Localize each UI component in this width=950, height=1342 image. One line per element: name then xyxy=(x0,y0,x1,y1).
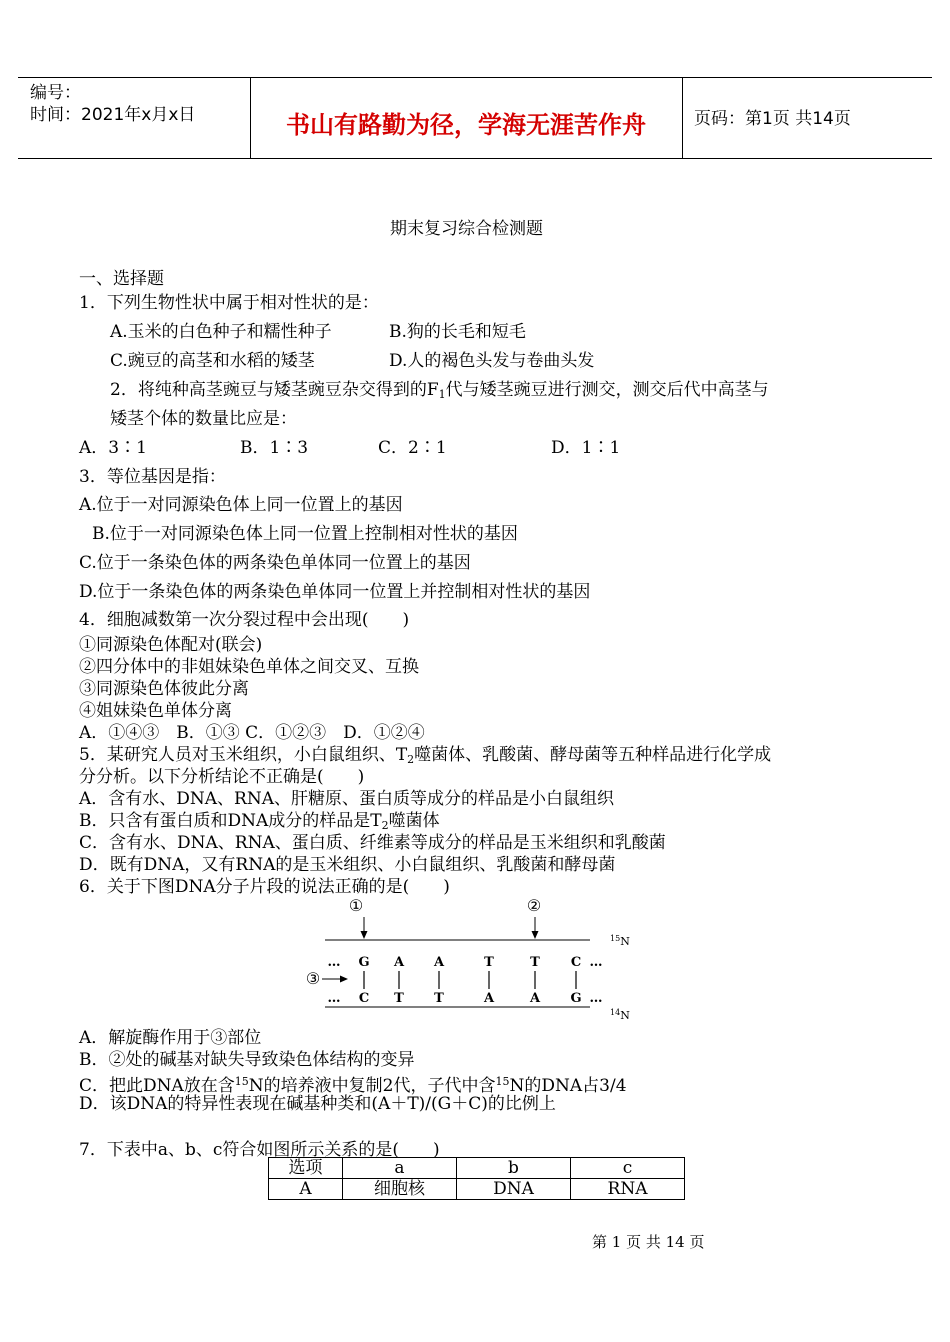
q5-line2: 分分析。以下分析结论不正确是( ) xyxy=(79,767,365,787)
serial-label: 编号： xyxy=(30,83,81,103)
bottom-base: G xyxy=(570,991,582,1006)
q3-option-a: A.位于一对同源染色体上同一位置上的基因 xyxy=(79,495,403,515)
q3-option-b: B.位于一对同源染色体上同一位置上控制相对性状的基因 xyxy=(92,524,518,544)
header-center-cell xyxy=(250,78,683,158)
top-base: C xyxy=(570,955,582,970)
q4-item-1: ①同源染色体配对(联会) xyxy=(79,635,263,655)
q3-option-d: D.位于一条染色体的两条染色单体同一位置上并控制相对性状的基因 xyxy=(79,582,591,602)
bottom-base: C xyxy=(358,991,370,1006)
q4-options: A．①④③ B．①③ C．①②③ D．①②④ xyxy=(79,723,425,743)
page-info: 页码：第1页 共14页 xyxy=(694,109,851,129)
q6-option-b: B．②处的碱基对缺失导致染色体结构的变异 xyxy=(79,1050,415,1070)
bottom-base: T xyxy=(434,991,444,1006)
q6-option-a: A．解旋酶作用于③部位 xyxy=(79,1028,262,1048)
doc-title: 期末复习综合检测题 xyxy=(390,219,543,239)
table-header-cell: c xyxy=(571,1158,685,1179)
q4-item-3: ③同源染色体彼此分离 xyxy=(79,679,249,699)
q6-stem: 6．关于下图DNA分子片段的说法正确的是( ) xyxy=(79,877,450,897)
bottom-base: … xyxy=(327,991,341,1006)
bottom-base: … xyxy=(589,991,603,1006)
q5-option-d: D．既有DNA，又有RNA的是玉米组织、小白鼠组织、乳酸菌和酵母菌 xyxy=(79,855,616,875)
table-cell: A xyxy=(269,1179,343,1200)
svg-text:15N: $^{15}$N xyxy=(610,934,630,948)
bottom-base: A xyxy=(483,991,495,1006)
marker-1: ① xyxy=(348,896,364,915)
top-base: … xyxy=(327,955,341,970)
q1-option-a: A.玉米的白色种子和糯性种子 xyxy=(110,322,332,342)
header-right-cell xyxy=(682,78,932,158)
table-cell: DNA xyxy=(457,1179,571,1200)
top-base: T xyxy=(484,955,494,970)
top-base: A xyxy=(433,955,445,970)
header-left-cell xyxy=(18,78,251,158)
page-header xyxy=(18,77,932,159)
svg-text:14N: $^{14}$N xyxy=(610,1008,630,1022)
table-header-cell: 选项 xyxy=(269,1158,343,1179)
bottom-base: T xyxy=(394,991,404,1006)
q1-option-d: D.人的褐色头发与卷曲头发 xyxy=(389,351,595,371)
q1-stem: 1．下列生物性状中属于相对性状的是： xyxy=(79,293,379,313)
marker-2: ② xyxy=(526,896,542,915)
top-base: G xyxy=(358,955,370,970)
time-label: 时间：2021年x月x日 xyxy=(30,105,196,125)
bottom-strand-bases xyxy=(328,991,603,1006)
q4-item-2: ②四分体中的非姐妹染色单体之间交叉、互换 xyxy=(79,657,419,677)
bottom-base: A xyxy=(529,991,541,1006)
table-row xyxy=(269,1179,685,1200)
q3-stem: 3．等位基因是指： xyxy=(79,467,226,487)
table-header-row xyxy=(269,1158,685,1179)
q1-option-b: B.狗的长毛和短毛 xyxy=(389,322,526,342)
table-header-cell: a xyxy=(343,1158,457,1179)
q2-line2: 矮茎个体的数量比应是： xyxy=(110,409,297,429)
q2-option-a: A．3∶1 xyxy=(79,438,147,458)
arrow-2-icon xyxy=(532,931,539,939)
q2-option-d: D．1∶1 xyxy=(551,438,621,458)
top-base: … xyxy=(589,955,603,970)
q4-stem: 4．细胞减数第一次分裂过程中会出现( ) xyxy=(79,610,410,630)
section-heading: 一、选择题 xyxy=(79,269,164,289)
table-cell: 细胞核 xyxy=(343,1179,457,1200)
q5-option-a: A．含有水、DNA、RNA、肝糖原、蛋白质等成分的样品是小白鼠组织 xyxy=(79,789,615,809)
q6-option-d: D．该DNA的特异性表现在碱基种类和(A＋T)/(G＋C)的比例上 xyxy=(79,1094,556,1114)
page-footer: 第 1 页 共 14 页 xyxy=(592,1233,705,1251)
q7-table xyxy=(268,1157,685,1200)
arrow-1-icon xyxy=(361,931,368,939)
top-base: A xyxy=(393,955,405,970)
base-pair-bonds xyxy=(364,971,576,989)
q3-option-c: C.位于一条染色体的两条染色单体同一位置上的基因 xyxy=(79,553,471,573)
q4-item-4: ④姐妹染色单体分离 xyxy=(79,701,232,721)
q2-option-c: C．2∶1 xyxy=(378,438,447,458)
motto: 书山有路勤为径，学海无涯苦作舟 xyxy=(286,111,646,139)
q2-line1: 2．将纯种高茎豌豆与矮茎豌豆杂交得到的$F_1$代与矮茎豌豆进行测交，测交后代中高茎与 xyxy=(110,380,769,401)
dna-fragment-diagram xyxy=(300,893,640,1023)
top-base: T xyxy=(530,955,540,970)
q7-stem: 7．下表中a、b、c符合如图所示关系的是( ) xyxy=(79,1140,440,1160)
q5-option-b: B．只含有蛋白质和DNA成分的样品是$T_2$噬菌体 xyxy=(79,811,440,832)
top-strand-bases xyxy=(328,955,603,970)
q2-option-b: B．1∶3 xyxy=(240,438,309,458)
q1-option-c: C.豌豆的高茎和水稻的矮茎 xyxy=(110,351,315,371)
table-header-cell: b xyxy=(457,1158,571,1179)
arrow-3-icon xyxy=(340,976,348,983)
q5-option-c: C．含有水、DNA、RNA、蛋白质、纤维素等成分的样品是玉米组织和乳酸菌 xyxy=(79,833,666,853)
table-cell: RNA xyxy=(571,1179,685,1200)
q6-option-c: C．把此DNA放在含$^{15}$N的培养液中复制2代，子代中含$^{15}$N的DNA占3/4 xyxy=(79,1075,627,1096)
q5-line1: 5．某研究人员对玉米组织，小白鼠组织、$T_2$噬菌体、乳酸菌、酵母菌等五种样品进行化学成 xyxy=(79,745,772,766)
marker-3: ③ xyxy=(305,969,321,988)
